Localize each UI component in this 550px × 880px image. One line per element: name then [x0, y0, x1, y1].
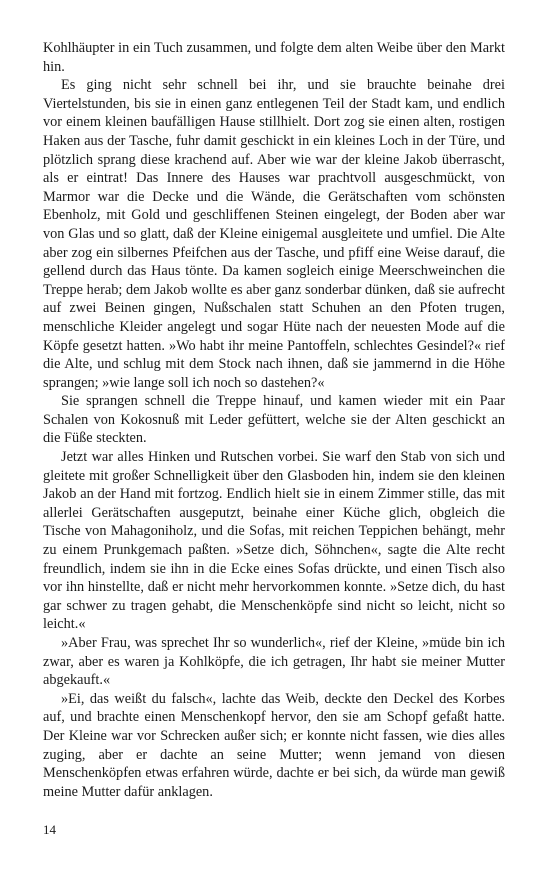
- paragraph: Kohlhäupter in ein Tuch zusammen, und folgte dem alten Weibe über den Markt hin.: [43, 40, 505, 75]
- paragraph: Jetzt war alles Hinken und Rutschen vorbei. Sie warf den Stab von sich und gleitete mit großer Schnelligkeit über den Glasboden hin, indem sie den kleinen Jakob an der Hand mit fortzog. Endlich hielt sie in einem Zimmer stille, das mit allerlei Gerätschaften ausgeputzt, beinahe einer Küche glich, obgleich die Tische von Mahagoniholz, und die Sofas, mit reichen Teppichen behängt, mehr zu einem Prunkgemach paßten. »Setze dich, Söhnchen«, sagte die Alte recht freundlich, indem sie ihn in die Ecke eines Sofas drückte, und einen Tisch also vor ihn hinstellte, daß er nicht mehr hervorkommen konnte. »Setze dich, du hast gar schwer zu tragen gehabt, die Menschenköpfe sind nicht so leicht, nicht so leicht.«: [43, 449, 505, 633]
- page-number: 14: [43, 822, 56, 837]
- paragraph: »Aber Frau, was sprechet Ihr so wunderlich«, rief der Kleine, »müde bin ich zwar, aber es waren ja Kohlköpfe, die ich getragen, Ihr habt sie meiner Mutter abgekauft.«: [43, 635, 505, 689]
- paragraph: »Ei, das weißt du falsch«, lachte das Weib, deckte den Deckel des Korbes auf, und brachte einen Menschenkopf hervor, den sie am Schopf gefaßt hatte. Der Kleine war vor Schrecken außer sich; er konnte nicht fassen, wie dies alles zuging, aber er dachte an seine Mutter; wenn jemand von diesen Menschenköpfen etwas erfahren würde, dachte er bei sich, da würde man gewiß meine Mutter dafür anklagen.: [43, 690, 505, 800]
- paragraph: Es ging nicht sehr schnell bei ihr, und sie brauchte beinahe drei Viertelstunden, bis sie in einen ganz entlegenen Teil der Stadt kam, und endlich vor einem kleinen baufälligen Hause stillhielt. Dort zog sie einen alten, rostigen Haken aus der Tasche, fuhr damit geschickt in ein kleines Loch in der Türe, und plötzlich sprang diese krachend auf. Aber wie war der kleine Jakob überrascht, als er eintrat! Das Innere des Hauses war prachtvoll ausgeschmückt, von Marmor war die Decke und die Wände, die Gerätschaften vom schönsten Ebenholz, mit Gold und geschliffenen Steinen eingelegt, der Boden aber war von Glas und so glatt, daß der Kleine einigemal ausgleitete und umfiel. Die Alte aber zog ein silbernes Pfeifchen aus der Tasche, und pfiff eine Weise darauf, die gellend durch das Haus tönte. Da kamen sogleich einige Meerschweinchen die Treppe herab; dem Jakob wollte es aber ganz sonderbar dünken, daß sie aufrecht auf zwei Beinen gingen, Nußschalen statt Schuhen an den Pfoten trugen, menschliche Kleider angelegt und sogar Hüte nach der neuesten Mode auf die Köpfe gesetzt hatten. »Wo habt ihr meine Pantoffeln, schlechtes Gesindel?« rief die Alte, und schlug mit dem Stock nach ihnen, daß sie jammernd in die Höhe sprangen; »wie lange soll ich noch so dastehen?«: [43, 77, 505, 391]
- page-text: [43, 39, 505, 801]
- paragraph: Sie sprangen schnell die Treppe hinauf, und kamen wieder mit ein Paar Schalen von Kokosnuß mit Leder gefüttert, welche sie der Alten geschickt an die Füße steckten.: [43, 393, 505, 447]
